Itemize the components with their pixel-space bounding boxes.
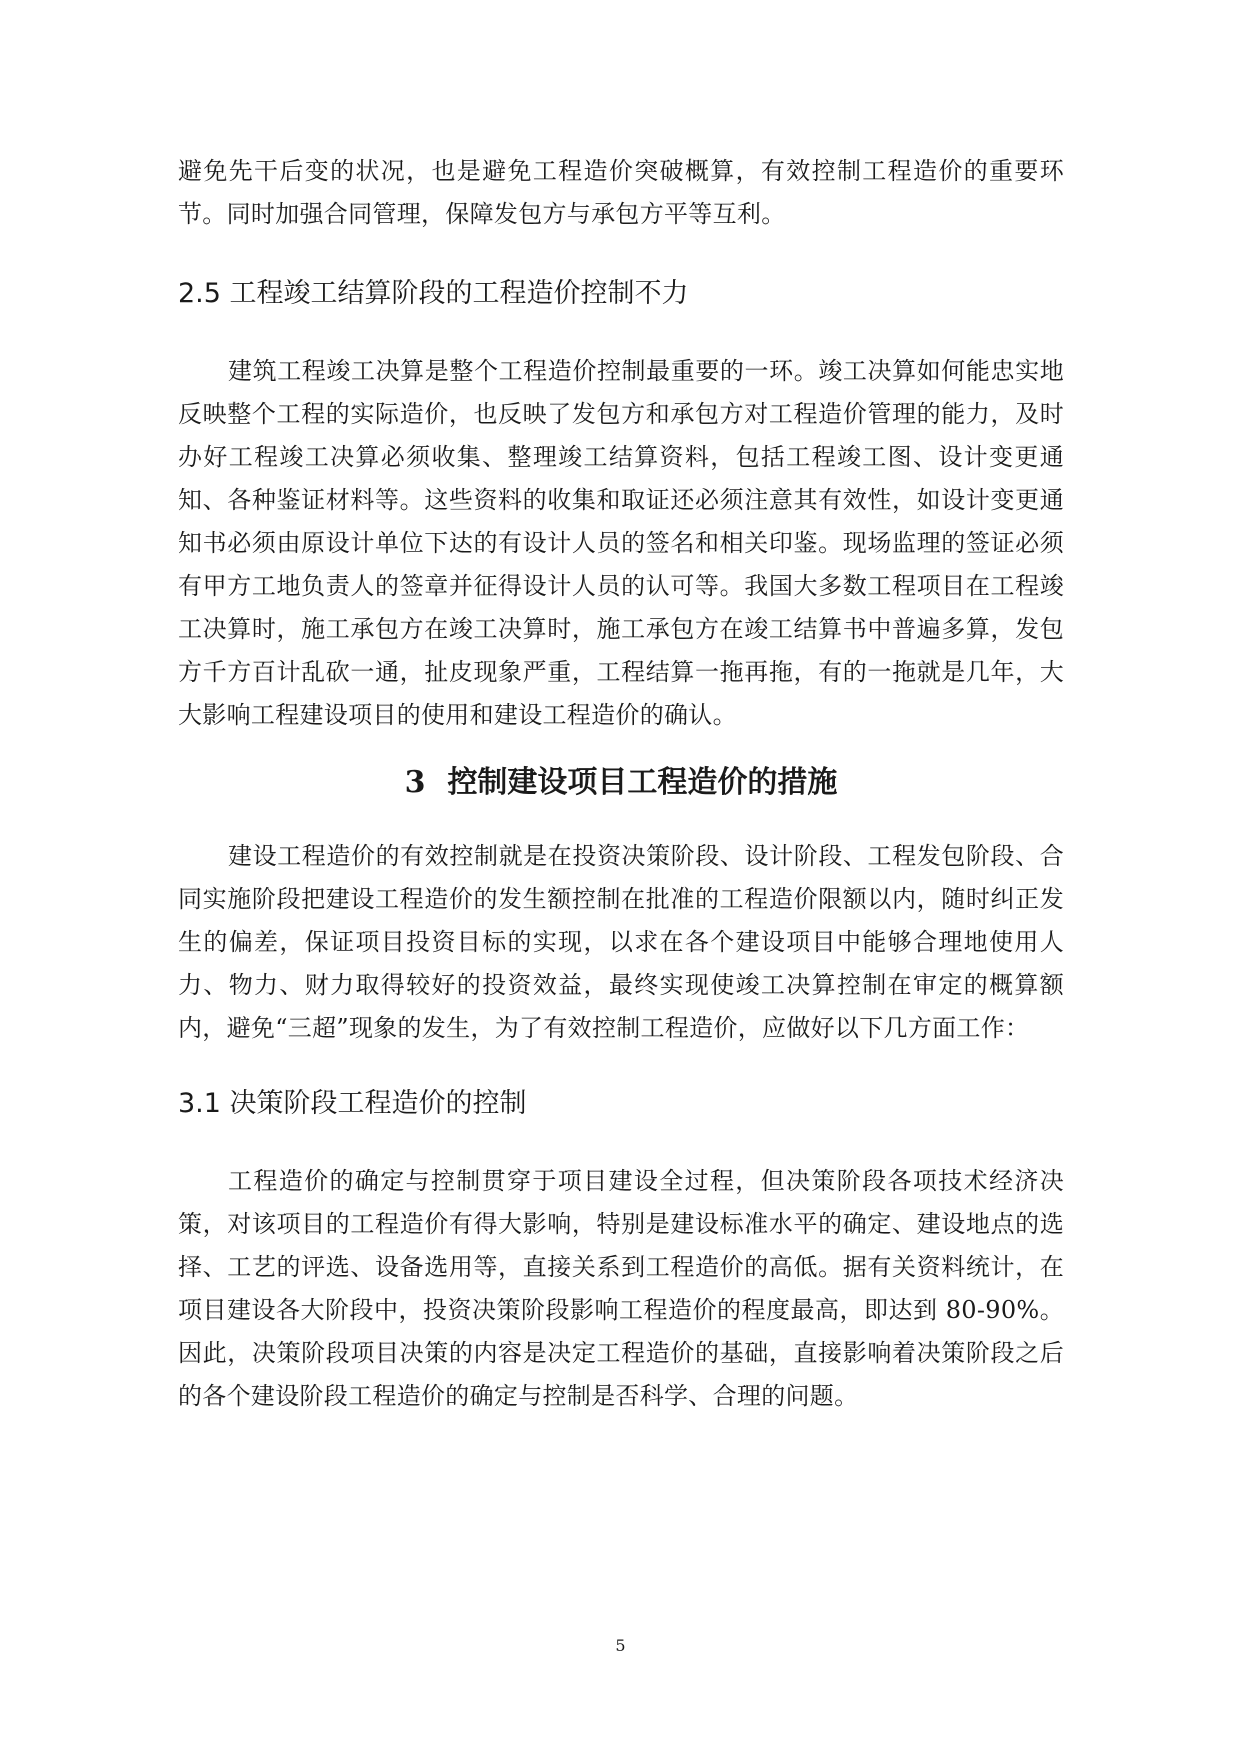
- chapter-3-heading: [178, 763, 1064, 803]
- chapter-title: 控制建设项目工程造价的措施: [447, 765, 838, 800]
- document-page: [178, 150, 1064, 1418]
- section-3-1-paragraph: 工程造价的确定与控制贯穿于项目建设全过程，但决策阶段各项技术经济决策，对该项目的工程造价有得大影响，特别是建设标准水平的确定、建设地点的选择、工艺的评选、设备选用等，直接关系到工程造价的高低。据有关资料统计，在项目建设各大阶段中，投资决策阶段影响工程造价的程度最高，即达到 80-90%。因此，决策阶段项目决策的内容是决定工程造价的基础，直接影响着决策阶段之后的各个建设阶段工程造价的确定与控制是否科学、合理的问题。: [178, 1167, 1064, 1410]
- chapter-number: 3: [404, 765, 426, 800]
- intro-paragraph: 避免先干后变的状况，也是避免工程造价突破概算，有效控制工程造价的重要环节。同时加强合同管理，保障发包方与承包方平等互利。: [178, 157, 1064, 228]
- page-number: 5: [615, 1636, 626, 1655]
- section-2-5-paragraph: 建筑工程竣工决算是整个工程造价控制最重要的一环。竣工决算如何能忠实地反映整个工程的实际造价，也反映了发包方和承包方对工程造价管理的能力，及时办好工程竣工决算必须收集、整理竣工结算资料，包括工程竣工图、设计变更通知、各种鉴证材料等。这些资料的收集和取证还必须注意其有效性，如设计变更通知书必须由原设计单位下达的有设计人员的签名和相关印鉴。现场监理的签证必须有甲方工地负责人的签章并征得设计人员的认可等。我国大多数工程项目在工程竣工决算时，施工承包方在竣工决算时，施工承包方在竣工结算书中普遍多算，发包方千方百计乱砍一通，扯皮现象严重，工程结算一拖再拖，有的一拖就是几年，大大影响工程建设项目的使用和建设工程造价的确认。: [178, 357, 1064, 729]
- section-2-5-heading: 2.5 工程竣工结算阶段的工程造价控制不力: [178, 278, 689, 309]
- chapter-3-paragraph: 建设工程造价的有效控制就是在投资决策阶段、设计阶段、工程发包阶段、合同实施阶段把建设工程造价的发生额控制在批准的工程造价限额以内，随时纠正发生的偏差，保证项目投资目标的实现，以求在各个建设项目中能够合理地使用人力、物力、财力取得较好的投资效益，最终实现使竣工决算控制在审定的概算额内，避免“三超”现象的发生，为了有效控制工程造价，应做好以下几方面工作：: [178, 842, 1064, 1042]
- section-3-1-heading: 3.1 决策阶段工程造价的控制: [178, 1088, 527, 1119]
